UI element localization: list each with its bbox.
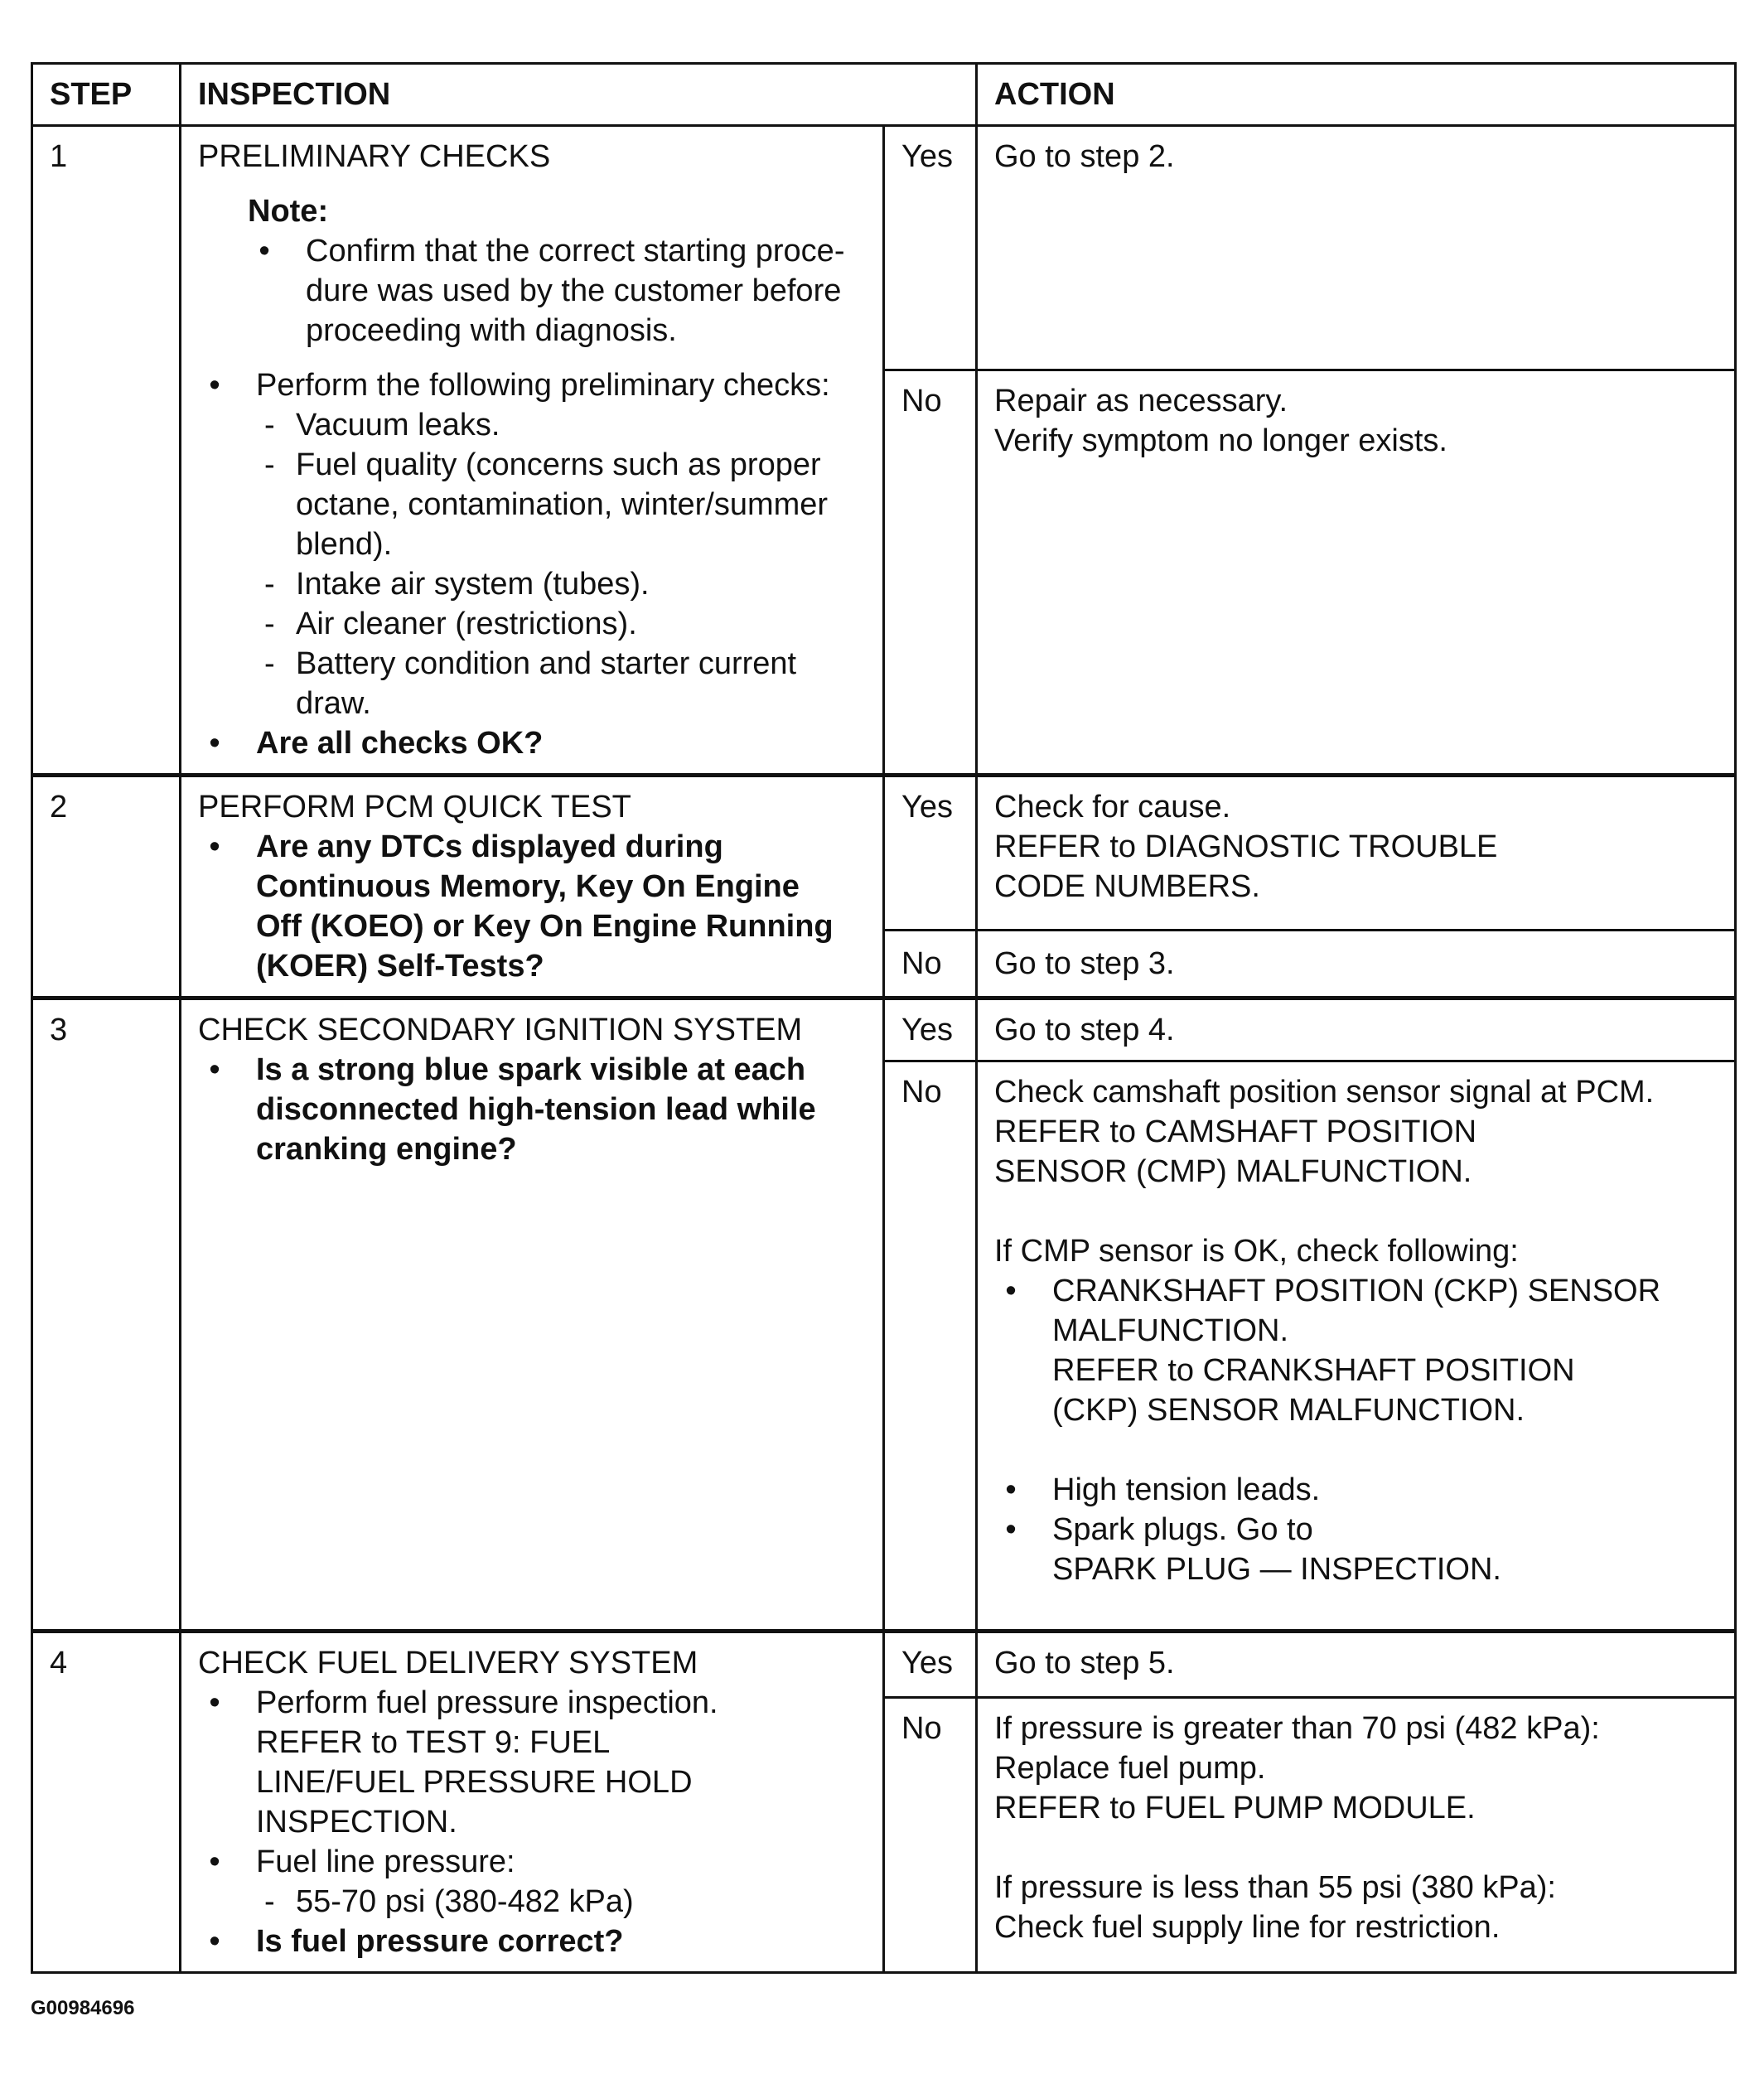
action-text: SPARK PLUG — INSPECTION.: [1052, 1552, 1501, 1587]
bullet-icon: •: [209, 829, 220, 864]
action-text: REFER to CRANKSHAFT POSITION: [1052, 1353, 1575, 1388]
dash-text: Vacuum leaks.: [296, 408, 500, 442]
bullet-icon: •: [209, 726, 220, 761]
action-text: Replace fuel pump.: [994, 1751, 1266, 1786]
dash-item: - 55-70 psi (380-482 kPa): [198, 1882, 866, 1922]
bullet-icon: •: [1005, 1512, 1017, 1547]
step-1-no-label: No: [884, 370, 977, 776]
step-1-inspection: [181, 126, 884, 776]
step-1-yes-action: [977, 126, 1736, 370]
question-text: Off (KOEO) or Key On Engine Running: [256, 909, 834, 944]
bullet-text: INSPECTION.: [256, 1805, 457, 1840]
action-text: REFER to FUEL PUMP MODULE.: [994, 1791, 1476, 1826]
bullet-text: REFER to TEST 9: FUEL: [256, 1725, 611, 1760]
step-2-question: [198, 827, 866, 986]
dash-item: - Vacuum leaks.: [198, 405, 866, 445]
step-3-yes-action: [977, 998, 1736, 1061]
header-row: [32, 64, 1736, 126]
note-bullet: [198, 231, 866, 351]
step-2-yes-label: Yes: [884, 776, 977, 931]
header-inspection: INSPECTION: [181, 64, 977, 126]
action-text: CRANKSHAFT POSITION (CKP) SENSOR: [1052, 1274, 1661, 1308]
action-text: If pressure is greater than 70 psi (482 kPa):: [994, 1711, 1600, 1747]
step-4-question: [198, 1922, 866, 1961]
step-4-number: 4: [32, 1632, 181, 1973]
question-text: Is a strong blue spark visible at each: [256, 1052, 806, 1087]
action-text: Check camshaft position sensor signal at PCM.: [994, 1075, 1655, 1110]
action-bullet: [994, 1470, 1718, 1510]
action-text: REFER to DIAGNOSTIC TROUBLE: [994, 829, 1498, 864]
step-1-question: [198, 723, 866, 763]
note-title: Note:: [248, 194, 329, 229]
question-text: (KOER) Self-Tests?: [256, 949, 544, 984]
step-2-title: PERFORM PCM QUICK TEST: [198, 790, 631, 824]
action-text: Go to step 3.: [994, 945, 1175, 981]
action-text: If pressure is less than 55 psi (380 kPa):: [994, 1870, 1556, 1906]
action-text: If CMP sensor is OK, check following:: [994, 1234, 1519, 1269]
step-4-no-label: No: [884, 1698, 977, 1973]
action-text: (CKP) SENSOR MALFUNCTION.: [1052, 1393, 1525, 1428]
step-1-title: PRELIMINARY CHECKS: [198, 139, 551, 174]
dash-text: octane, contamination, winter/summer: [296, 487, 829, 522]
bullet-text: Perform the following preliminary checks:: [256, 368, 830, 403]
dash-text: Battery condition and starter current: [296, 646, 797, 681]
dash-item: - Battery condition and starter current draw.: [198, 644, 866, 723]
action-bullet: [994, 1510, 1718, 1589]
dash-text: blend).: [296, 527, 393, 562]
bullet-icon: •: [209, 1845, 220, 1879]
step-3-no-action: [977, 1061, 1736, 1632]
step-1-bullet: [198, 365, 866, 405]
dash-text: Fuel quality (concerns such as proper: [296, 447, 821, 482]
dash-item: - Intake air system (tubes).: [198, 564, 866, 604]
step-1-yes-label: Yes: [884, 126, 977, 370]
action-text: REFER to CAMSHAFT POSITION: [994, 1114, 1477, 1149]
question-text: Continuous Memory, Key On Engine: [256, 869, 800, 904]
bullet-icon: •: [209, 1052, 220, 1087]
step-4-inspection: [181, 1632, 884, 1973]
action-text: Spark plugs. Go to: [1052, 1512, 1313, 1547]
action-text: High tension leads.: [1052, 1472, 1321, 1507]
step-3-inspection: [181, 998, 884, 1632]
step-4-bullet: [198, 1842, 866, 1882]
question-text: disconnected high-tension lead while: [256, 1092, 816, 1127]
action-text: Check for cause.: [994, 790, 1231, 824]
bullet-icon: •: [1005, 1472, 1017, 1507]
action-text: Go to step 4.: [994, 1013, 1175, 1047]
step-2-number: 2: [32, 776, 181, 998]
question-text: Are any DTCs displayed during: [256, 829, 723, 864]
action-bullet: [994, 1271, 1718, 1430]
bullet-text: Fuel line pressure:: [256, 1845, 515, 1879]
bullet-icon: •: [1005, 1274, 1017, 1308]
step-4-title: CHECK FUEL DELIVERY SYSTEM: [198, 1646, 698, 1680]
step-3-no-label: No: [884, 1061, 977, 1632]
step-2-no-action: [977, 930, 1736, 998]
step-3-number: 3: [32, 998, 181, 1632]
bullet-icon: •: [209, 1924, 220, 1959]
action-text: Go to step 5.: [994, 1646, 1175, 1680]
step-3-row-yes: [32, 998, 1736, 1061]
diagnostic-table: [31, 62, 1737, 1974]
step-2-inspection: [181, 776, 884, 998]
bullet-icon: •: [209, 1685, 220, 1720]
action-text: MALFUNCTION.: [1052, 1313, 1288, 1348]
step-2-row-yes: [32, 776, 1736, 931]
dash-text: draw.: [296, 686, 371, 721]
step-3-question: [198, 1050, 866, 1169]
question-text: Are all checks OK?: [256, 726, 544, 761]
step-2-no-label: No: [884, 930, 977, 998]
dash-text: 55-70 psi (380-482 kPa): [296, 1884, 634, 1919]
step-4-yes-action: [977, 1632, 1736, 1698]
figure-id: G00984696: [31, 1997, 135, 2019]
question-text: Is fuel pressure correct?: [256, 1924, 624, 1959]
note-line: dure was used by the customer before: [306, 273, 842, 308]
step-1-note: [248, 191, 866, 351]
bullet-text: Perform fuel pressure inspection.: [256, 1685, 718, 1720]
step-3-title: CHECK SECONDARY IGNITION SYSTEM: [198, 1013, 803, 1047]
step-1-number: 1: [32, 126, 181, 776]
step-1-no-action: [977, 370, 1736, 776]
bullet-icon: •: [209, 368, 220, 403]
step-3-yes-label: Yes: [884, 998, 977, 1061]
diagnostic-table-container: [31, 62, 1734, 1974]
note-line: proceeding with diagnosis.: [306, 313, 677, 348]
header-action: ACTION: [977, 64, 1736, 126]
note-line: Confirm that the correct starting proce-: [306, 234, 845, 268]
action-text: Repair as necessary.: [994, 384, 1288, 419]
step-2-yes-action: [977, 776, 1736, 931]
action-text: CODE NUMBERS.: [994, 869, 1260, 904]
bullet-icon: •: [259, 234, 270, 268]
step-4-no-action: [977, 1698, 1736, 1973]
action-text: Verify symptom no longer exists.: [994, 423, 1447, 459]
action-text: Check fuel supply line for restriction.: [994, 1910, 1501, 1946]
dash-item: - Air cleaner (restrictions).: [198, 604, 866, 644]
bullet-text: LINE/FUEL PRESSURE HOLD: [256, 1765, 693, 1800]
dash-item: - Fuel quality (concerns such as proper octane, contamination, winter/summer blend).: [198, 445, 866, 564]
dash-text: Intake air system (tubes).: [296, 567, 650, 602]
step-1-row-yes: [32, 126, 1736, 370]
question-text: cranking engine?: [256, 1132, 517, 1167]
step-4-row-yes: [32, 1632, 1736, 1698]
action-text: SENSOR (CMP) MALFUNCTION.: [994, 1154, 1472, 1189]
action-text: Go to step 2.: [994, 139, 1175, 174]
step-4-yes-label: Yes: [884, 1632, 977, 1698]
step-4-bullet: [198, 1683, 866, 1842]
dash-text: Air cleaner (restrictions).: [296, 607, 637, 641]
header-step: STEP: [32, 64, 181, 126]
